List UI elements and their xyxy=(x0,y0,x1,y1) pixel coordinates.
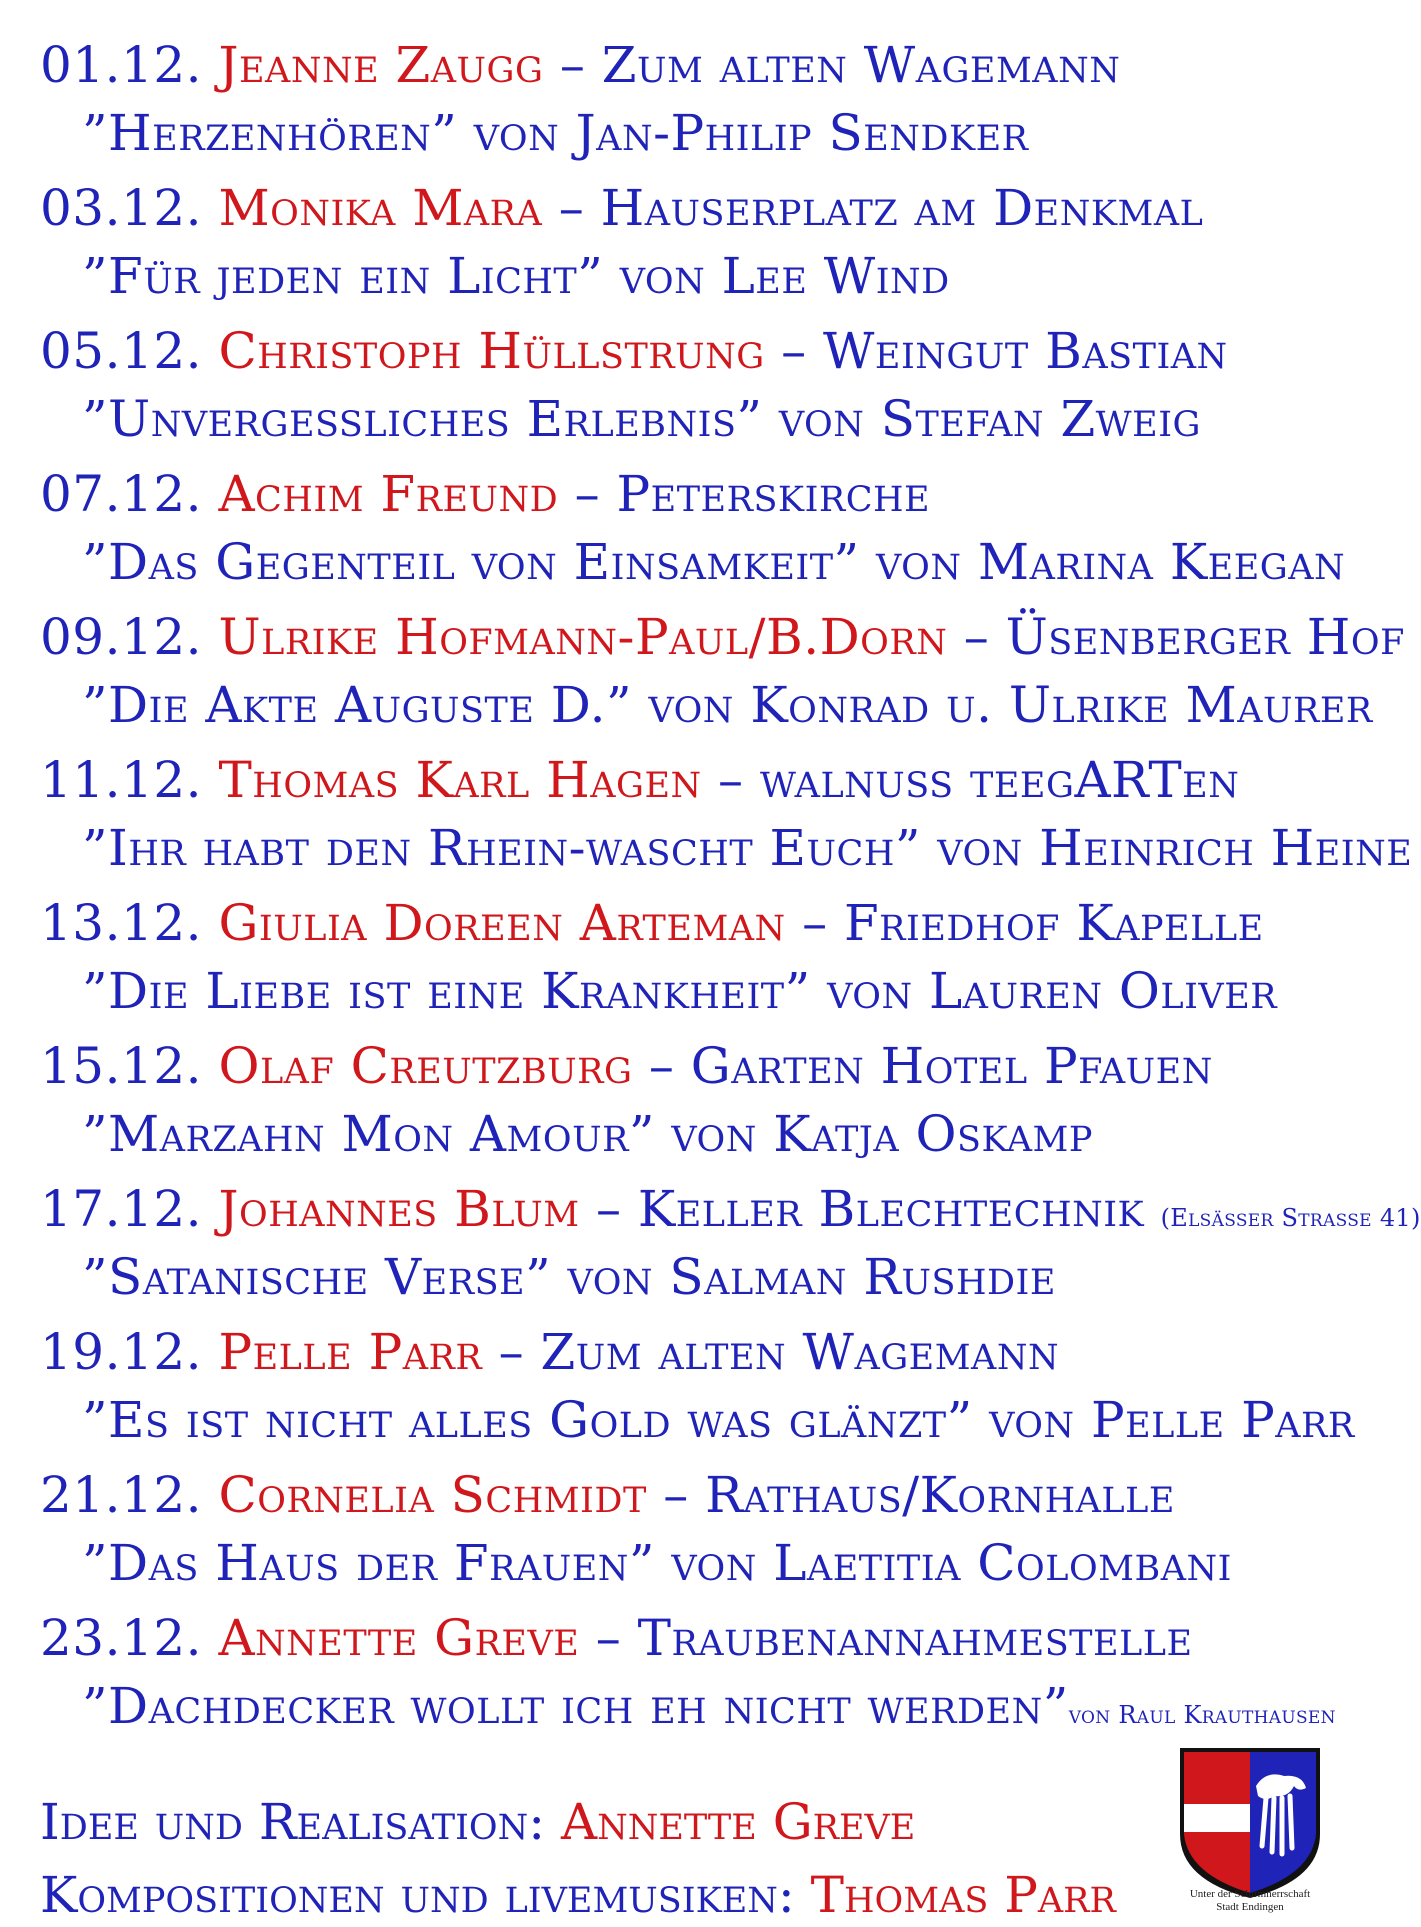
entry-venue: Hauserplatz am Denkmal xyxy=(600,179,1204,237)
entry-book: ”Herzenhören” von Jan-Philip Sendker xyxy=(82,104,1029,162)
entry-venue: Traubenannahmestelle xyxy=(637,1609,1193,1667)
entry-book: ”Es ist nicht alles Gold was glänzt” von Pelle Parr xyxy=(82,1391,1355,1449)
entry-reader: Jeanne Zaugg xyxy=(218,36,544,94)
list-item xyxy=(40,608,1405,734)
credits-music xyxy=(40,1866,1116,1924)
entry-header xyxy=(40,1180,1421,1238)
list-item xyxy=(40,36,1340,162)
list-item xyxy=(40,894,1340,1020)
credits-music-label: Kompositionen und livemusiken: xyxy=(40,1866,811,1924)
entry-date: 13.12. xyxy=(40,894,203,952)
entry-date: 11.12. xyxy=(40,751,203,809)
entry-separator: – xyxy=(543,36,602,94)
entry-header xyxy=(40,1466,1340,1524)
entry-date: 19.12. xyxy=(40,1323,203,1381)
crest-caption-line2: Stadt Endingen xyxy=(1216,1901,1284,1913)
entry-book: ”Das Gegenteil von Einsamkeit” von Marina Keegan xyxy=(82,533,1346,591)
entry-date: 17.12. xyxy=(40,1180,203,1238)
entry-header xyxy=(40,322,1340,380)
entry-reader: Johannes Blum xyxy=(218,1180,580,1238)
entry-header xyxy=(40,894,1340,952)
entry-book-line xyxy=(40,1677,1340,1735)
list-item xyxy=(40,1180,1421,1306)
list-item xyxy=(40,179,1340,305)
entry-reader: Cornelia Schmidt xyxy=(218,1466,647,1524)
entry-header xyxy=(40,608,1405,666)
entry-header xyxy=(40,179,1340,237)
entry-separator: – xyxy=(579,1180,638,1238)
entry-venue: Rathaus/Kornhalle xyxy=(705,1466,1175,1524)
entry-header xyxy=(40,1037,1340,1095)
entry-header xyxy=(40,751,1340,809)
entry-separator: – xyxy=(558,465,617,523)
list-item xyxy=(40,751,1413,877)
entry-separator: – xyxy=(764,322,824,380)
crest-white-bar xyxy=(1184,1804,1250,1832)
entry-venue: walnuss teegARTen xyxy=(759,751,1240,809)
entry-venue: Peterskirche xyxy=(616,465,931,523)
entry-venue-note: (Elsässer Strasse 41) xyxy=(1160,1204,1421,1232)
entry-date: 01.12. xyxy=(40,36,203,94)
entry-separator: – xyxy=(482,1323,541,1381)
entry-reader: Christoph Hüllstrung xyxy=(218,322,765,380)
entry-reader: Thomas Karl Hagen xyxy=(218,751,702,809)
list-item xyxy=(40,1323,1355,1449)
entry-separator: – xyxy=(947,608,1006,666)
entry-venue: Zum alten Wagemann xyxy=(540,1323,1060,1381)
entry-venue: Üsenberger Hof xyxy=(1005,608,1405,666)
entry-reader: Giulia Doreen Arteman xyxy=(218,894,786,952)
entry-date: 15.12. xyxy=(40,1037,203,1095)
list-item xyxy=(40,322,1340,448)
list-item xyxy=(40,1609,1340,1735)
entry-book: ”Für jeden ein Licht” von Lee Wind xyxy=(82,247,950,305)
credits-idea xyxy=(40,1793,916,1851)
entry-separator: – xyxy=(542,179,601,237)
list-item xyxy=(40,465,1346,591)
entry-book: ”Dachdecker wollt ich eh nicht werden” xyxy=(82,1677,1069,1735)
entry-book: ”Unvergessliches Erlebnis” von Stefan Zweig xyxy=(82,390,1201,448)
entry-date: 07.12. xyxy=(40,465,203,523)
entry-book: ”Ihr habt den Rhein-wascht Euch” von Heinrich Heine xyxy=(82,819,1413,877)
entry-date: 09.12. xyxy=(40,608,203,666)
entry-book: ”Das Haus der Frauen” von Laetitia Colombani xyxy=(82,1534,1232,1592)
entry-separator: – xyxy=(646,1466,706,1524)
entry-separator: – xyxy=(579,1609,638,1667)
entry-reader: Achim Freund xyxy=(218,465,559,523)
entry-reader: Pelle Parr xyxy=(218,1323,483,1381)
entry-venue: Weingut Bastian xyxy=(823,322,1228,380)
entry-separator: – xyxy=(701,751,760,809)
entry-date: 21.12. xyxy=(40,1466,203,1524)
entry-venue: Friedhof Kapelle xyxy=(843,894,1264,952)
entry-header xyxy=(40,1323,1340,1381)
credits-idea-label: Idee und Realisation: xyxy=(40,1793,561,1851)
entry-book-author: von Raul Krauthausen xyxy=(1068,1701,1336,1729)
entry-reader: Olaf Creutzburg xyxy=(218,1037,633,1095)
entry-book: ”Die Akte Auguste D.” von Konrad u. Ulrike Maurer xyxy=(82,676,1373,734)
entry-reader: Monika Mara xyxy=(218,179,543,237)
entry-reader: Ulrike Hofmann-Paul/B.Dorn xyxy=(218,608,948,666)
entry-venue: Keller Blechtechnik xyxy=(637,1180,1145,1238)
entry-venue: Garten Hotel Pfauen xyxy=(690,1037,1213,1095)
entry-book: ”Satanische Verse” von Salman Rushdie xyxy=(82,1248,1056,1306)
credits-music-name: Thomas Parr xyxy=(810,1866,1116,1924)
credits-idea-name: Annette Greve xyxy=(561,1793,916,1851)
entry-header xyxy=(40,465,1340,523)
entry-book: ”Die Liebe ist eine Krankheit” von Lauren Oliver xyxy=(82,962,1278,1020)
entry-date: 03.12. xyxy=(40,179,203,237)
crest-caption xyxy=(1160,1888,1340,1914)
entry-separator: – xyxy=(785,894,844,952)
entry-date: 23.12. xyxy=(40,1609,203,1667)
entry-reader: Annette Greve xyxy=(218,1609,580,1667)
entry-date: 05.12. xyxy=(40,322,203,380)
crest-caption-line1: Unter der Schirmherrschaft xyxy=(1189,1888,1311,1900)
list-item xyxy=(40,1466,1340,1592)
entry-header xyxy=(40,1609,1340,1667)
list-item xyxy=(40,1037,1340,1163)
entry-header xyxy=(40,36,1340,94)
entry-book: ”Marzahn Mon Amour” von Katja Oskamp xyxy=(82,1105,1093,1163)
coat-of-arms-icon xyxy=(1174,1742,1326,1902)
entry-separator: – xyxy=(632,1037,691,1095)
entry-venue: Zum alten Wagemann xyxy=(601,36,1121,94)
